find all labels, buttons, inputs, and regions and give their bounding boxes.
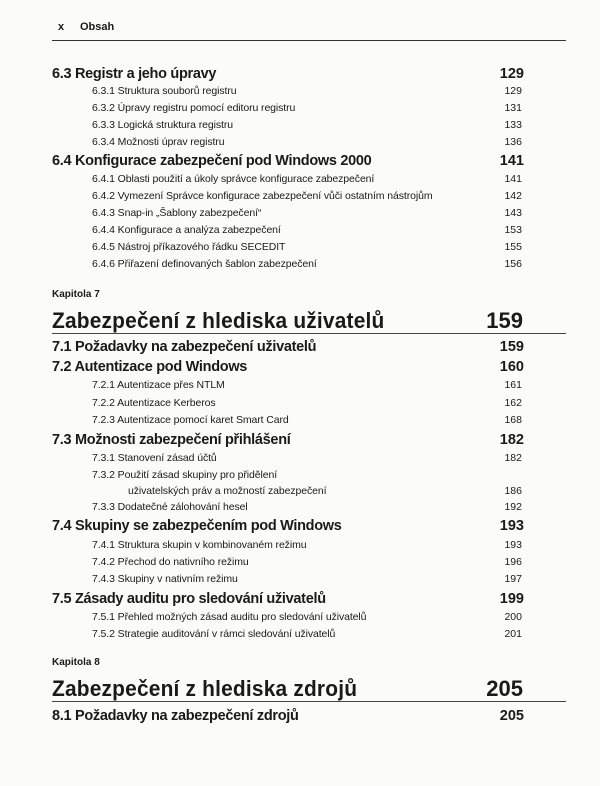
section-entry xyxy=(0,430,600,450)
entry-title: 6.3.3 Logická struktura registru xyxy=(92,119,233,131)
entry-title: 6.4.6 Přiřazení definovaných šablon zabezpečení xyxy=(92,258,317,270)
chapter-label xyxy=(0,285,600,305)
entry-page-number: 142 xyxy=(504,190,522,202)
entry-page-number: 200 xyxy=(504,611,522,623)
entry-title: 7.3.2 Použití zásad skupiny pro přidělení xyxy=(92,469,278,481)
entry-title: 7.3.1 Stanovení zásad účtů xyxy=(92,452,217,464)
entry-page-number: 159 xyxy=(499,339,524,355)
entry-page-number: 205 xyxy=(486,676,523,701)
chapter-title-row xyxy=(0,307,600,335)
section-entry xyxy=(0,337,600,357)
chapter-label xyxy=(0,653,600,673)
entry-page-number: 192 xyxy=(504,501,522,513)
entry-title: 7.5.2 Strategie auditování v rámci sledování uživatelů xyxy=(92,628,336,640)
entry-title: 6.3.2 Úpravy registru pomocí editoru registru xyxy=(92,102,296,114)
subsection-entry xyxy=(0,569,600,589)
section-entry xyxy=(0,357,600,377)
entry-title: 6.4.2 Vymezení Správce konfigurace zabezpečení vůči ostatním nástrojům xyxy=(92,190,433,202)
entry-title: 6.3 Registr a jeho úpravy xyxy=(52,66,217,82)
entry-page-number: 129 xyxy=(504,85,522,97)
section-entry xyxy=(0,706,600,726)
entry-title: 6.4.4 Konfigurace a analýza zabezpečení xyxy=(92,224,281,236)
entry-page-number: 141 xyxy=(504,173,522,185)
subsection-entry xyxy=(0,375,600,395)
entry-page-number: 156 xyxy=(504,258,522,270)
chapter-rule xyxy=(52,333,566,334)
entry-title: 7.1 Požadavky na zabezpečení uživatelů xyxy=(52,339,317,355)
entry-title: Zabezpečení z hlediska uživatelů xyxy=(52,308,385,333)
entry-page-number: 182 xyxy=(499,432,524,448)
entry-page-number: 153 xyxy=(504,224,522,236)
running-page-number: x xyxy=(58,21,65,33)
entry-title: 7.5 Zásady auditu pro sledování uživatelů xyxy=(52,591,326,607)
entry-title: Kapitola 7 xyxy=(52,289,100,300)
subsection-entry xyxy=(0,254,600,274)
entry-page-number: 136 xyxy=(504,136,522,148)
entry-page-number: 161 xyxy=(504,379,522,391)
entry-title: 6.4 Konfigurace zabezpečení pod Windows 2000 xyxy=(52,153,372,169)
entry-page-number: 141 xyxy=(499,153,524,169)
entry-title: 7.2.2 Autentizace Kerberos xyxy=(92,397,216,409)
subsection-entry xyxy=(0,624,600,644)
entry-title: 7.2 Autentizace pod Windows xyxy=(52,359,248,375)
entry-page-number: 197 xyxy=(504,573,522,585)
subsection-entry xyxy=(0,497,600,517)
entry-page-number: 160 xyxy=(499,359,524,375)
entry-page-number: 193 xyxy=(504,539,522,551)
entry-page-number: 143 xyxy=(504,207,522,219)
entry-title: 7.2.1 Autentizace přes NTLM xyxy=(92,379,225,391)
entry-page-number: 196 xyxy=(504,556,522,568)
entry-title: 7.2.3 Autentizace pomocí karet Smart Card xyxy=(92,414,289,426)
running-header-title: Obsah xyxy=(80,21,115,33)
entry-page-number: 201 xyxy=(504,628,522,640)
section-entry xyxy=(0,151,600,171)
entry-title: 7.5.1 Přehled možných zásad auditu pro sledování uživatelů xyxy=(92,611,367,623)
entry-page-number: 199 xyxy=(499,591,524,607)
entry-title: 6.3.1 Struktura souborů registru xyxy=(92,85,237,97)
entry-page-number: 193 xyxy=(499,518,524,534)
subsection-entry xyxy=(0,410,600,430)
entry-page-number: 168 xyxy=(504,414,522,426)
chapter-title-row xyxy=(0,675,600,703)
entry-page-number: 133 xyxy=(504,119,522,131)
entry-page-number: 155 xyxy=(504,241,522,253)
entry-page-number: 131 xyxy=(504,102,522,114)
entry-title: uživatelských práv a možností zabezpečení xyxy=(128,485,327,497)
entry-title: 7.4.3 Skupiny v nativním režimu xyxy=(92,573,238,585)
entry-title: 7.4.2 Přechod do nativního režimu xyxy=(92,556,249,568)
entry-title: 7.3.3 Dodatečné zálohování hesel xyxy=(92,501,248,513)
entry-title: 7.4.1 Struktura skupin v kombinovaném režimu xyxy=(92,539,307,551)
section-entry xyxy=(0,516,600,536)
section-entry xyxy=(0,589,600,609)
entry-title: 6.4.1 Oblasti použití a úkoly správce konfigurace zabezpečení xyxy=(92,173,375,185)
entry-page-number: 182 xyxy=(504,452,522,464)
entry-title: Kapitola 8 xyxy=(52,657,100,668)
entry-page-number: 162 xyxy=(504,397,522,409)
entry-title: Zabezpečení z hlediska zdrojů xyxy=(52,676,358,701)
subsection-entry xyxy=(0,132,600,152)
entry-page-number: 205 xyxy=(499,708,524,724)
entry-title: 7.4 Skupiny se zabezpečením pod Windows xyxy=(52,518,342,534)
entry-page-number: 159 xyxy=(486,308,523,333)
entry-title: 6.4.5 Nástroj příkazového řádku SECEDIT xyxy=(92,241,286,253)
entry-title: 6.3.4 Možnosti úprav registru xyxy=(92,136,225,148)
entry-title: 6.4.3 Snap-in „Šablony zabezpečení“ xyxy=(92,207,262,219)
entry-page-number: 129 xyxy=(499,66,524,82)
entry-title: 7.3 Možnosti zabezpečení přihlášení xyxy=(52,432,291,448)
chapter-rule xyxy=(52,701,566,702)
entry-title: 8.1 Požadavky na zabezpečení zdrojů xyxy=(52,708,299,724)
header-rule xyxy=(52,40,566,41)
entry-page-number: 186 xyxy=(504,485,522,497)
